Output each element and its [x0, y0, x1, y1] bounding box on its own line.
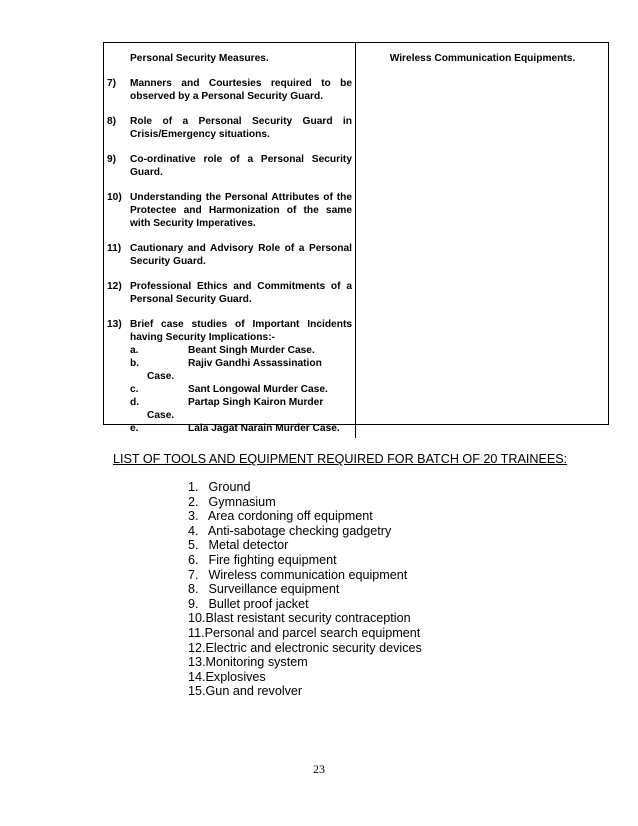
topic-text: Role of a Personal Security Guard in Crisis/Emergency situations. [130, 116, 352, 140]
topic-text: Manners and Courtesies required to be observed by a Personal Security Guard. [130, 78, 352, 102]
list-number: 4. [188, 523, 199, 538]
list-number: 11. [188, 625, 205, 640]
case-text-continued: Case. [147, 410, 175, 421]
case-text: Sant Longowal Murder Case. [188, 384, 328, 395]
list-item [188, 641, 422, 656]
list-number: 5. [188, 538, 199, 553]
list-item [188, 553, 422, 568]
tools-heading: LIST OF TOOLS AND EQUIPMENT REQUIRED FOR BATCH OF 20 TRAINEES: [113, 452, 568, 466]
table-left-first-line: Personal Security Measures. [130, 53, 269, 64]
case-study-item [107, 383, 352, 396]
list-item [188, 509, 422, 524]
case-letter: a. [130, 345, 139, 356]
case-text-continued: Case. [147, 371, 175, 382]
case-letter: e. [130, 423, 139, 434]
list-number: 15. [188, 684, 206, 699]
list-text: Fire fighting equipment [208, 552, 337, 567]
list-item [188, 626, 422, 641]
case-study-item [107, 396, 352, 409]
table-right-first-line: Wireless Communication Equipments. [389, 53, 576, 64]
list-text: Personal and parcel search equipment [204, 625, 421, 640]
case-letter: c. [130, 384, 139, 395]
list-item [188, 582, 422, 597]
list-item [188, 524, 422, 539]
case-text: Rajiv Gandhi Assassination [188, 358, 322, 369]
topic-item [107, 280, 352, 306]
list-text: Electric and electronic security devices [205, 640, 422, 655]
topic-text: Professional Ethics and Commitments of a Personal Security Guard. [130, 281, 352, 305]
topic-item [107, 77, 352, 103]
list-text: Metal detector [208, 538, 289, 553]
topic-text: Co-ordinative role of a Personal Security Guard. [130, 154, 352, 178]
topic-number: 11) [107, 243, 122, 254]
list-number: 13. [188, 655, 206, 670]
list-item [188, 611, 422, 626]
topic-item-case-studies [107, 318, 352, 435]
list-item [188, 495, 422, 510]
list-text: Bullet proof jacket [208, 596, 309, 611]
topic-number: 9) [107, 154, 117, 165]
topic-text: Understanding the Personal Attributes of the Protectee and Harmonization of the same with Security Imperatives. [130, 192, 352, 229]
list-item [188, 480, 422, 495]
list-item [188, 670, 422, 685]
list-text: Area cordoning off equipment [207, 509, 373, 524]
case-text: Lala Jagat Narain Murder Case. [188, 423, 340, 434]
topic-item [107, 115, 352, 141]
topic-text: Cautionary and Advisory Role of a Personal Security Guard. [130, 243, 352, 267]
topic-number: 8) [107, 116, 117, 127]
list-number: 6. [188, 552, 199, 567]
list-item [188, 538, 422, 553]
case-study-item [107, 344, 352, 357]
list-number: 14. [188, 669, 206, 684]
list-number: 10. [188, 611, 206, 626]
list-number: 12. [188, 640, 206, 655]
list-text: Surveillance equipment [208, 582, 340, 597]
topic-text: Brief case studies of Important Incidents [130, 319, 352, 330]
case-text: Beant Singh Murder Case. [188, 345, 315, 356]
list-text: Wireless communication equipment [208, 567, 408, 582]
list-number: 7. [188, 567, 199, 582]
list-text: Blast resistant security contraception [205, 611, 411, 626]
tools-list [188, 480, 422, 699]
list-item [188, 684, 422, 699]
list-number: 8. [188, 582, 199, 597]
case-study-item [107, 357, 352, 370]
list-number: 3. [188, 509, 199, 524]
list-number: 9. [188, 596, 199, 611]
case-study-item [107, 422, 352, 435]
page-number: 23 [313, 762, 325, 776]
list-item [188, 568, 422, 583]
topic-item [107, 242, 352, 268]
list-item [188, 597, 422, 612]
list-text: Anti-sabotage checking gadgetry [207, 523, 392, 538]
list-number: 1. [188, 480, 199, 494]
topic-item [107, 191, 352, 230]
case-letter: b. [130, 358, 140, 369]
list-text: Gymnasium [208, 494, 276, 509]
list-number: 2. [188, 494, 199, 509]
topic-number: 7) [107, 78, 117, 89]
case-text: Partap Singh Kairon Murder [188, 397, 324, 408]
list-text: Monitoring system [205, 655, 308, 670]
topic-number: 13) [107, 319, 122, 330]
topic-number: 12) [107, 281, 122, 292]
topic-text-continued: having Security Implications:- [130, 332, 275, 343]
table-column-divider [355, 42, 356, 438]
case-letter: d. [130, 397, 140, 408]
table-right-column [356, 52, 609, 65]
topic-number: 10) [107, 192, 122, 203]
table-left-column [107, 52, 352, 435]
list-text: Ground [208, 480, 251, 494]
list-text: Explosives [205, 669, 266, 684]
topic-item [107, 153, 352, 179]
list-text: Gun and revolver [205, 684, 303, 699]
list-item [188, 655, 422, 670]
